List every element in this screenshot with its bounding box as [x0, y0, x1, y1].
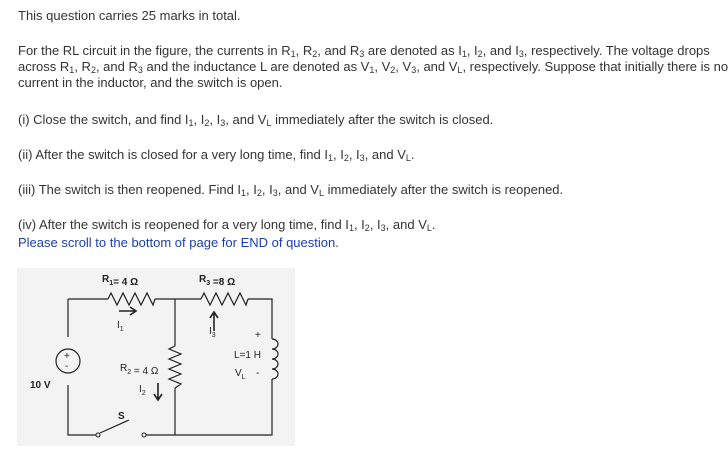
- inductor-minus: -: [256, 368, 260, 379]
- part-i: (i) Close the switch, and find $I_1$, $I_2$, $I_3$, and $V_L$ immediately after the switch is closed.: [18, 112, 494, 128]
- switch-contact-left: [96, 433, 100, 437]
- r3-label: $R_3 =8$ Ω: [199, 274, 236, 288]
- r3-resistor: [201, 293, 248, 305]
- r1-resistor: [108, 293, 155, 305]
- inductor-bottom-wire: [145, 379, 272, 435]
- r2-resistor: [169, 346, 181, 388]
- marks-note: This question carries 25 marks in total.: [18, 8, 241, 23]
- r1-label: $R_1= 4$ Ω: [102, 274, 139, 288]
- part-iii: (iii) The switch is then reopened. Find $I_1$, $I_2$, $I_3$, and $V_L$ immediately after the switch is reopened.: [18, 182, 564, 198]
- inductor-coil: [272, 339, 278, 379]
- battery-minus: -: [65, 361, 69, 372]
- r2-label: $R_2 = 4$ Ω: [120, 363, 159, 377]
- inductor-label: L=1 H: [234, 350, 261, 361]
- vl-label: $V_L$: [235, 368, 246, 381]
- problem-statement: [18, 43, 728, 91]
- left-wire: [68, 299, 98, 435]
- circuit-figure: [17, 268, 295, 446]
- i2-label: $I_2$: [139, 384, 146, 397]
- switch-contact-right: [142, 433, 146, 437]
- i1-label: $I_1$: [117, 320, 124, 333]
- inductor-plus: +: [255, 330, 261, 341]
- scroll-note: Please scroll to the bottom of page for END of question.: [18, 235, 339, 250]
- part-ii: (ii) After the switch is closed for a very long time, find $I_1$, $I_2$, $I_3$, and $V_L$.: [18, 147, 415, 163]
- part-iv: (iv) After the switch is reopened for a very long time, find $I_1$, $I_2$, $I_3$, and $V_L$.: [18, 217, 436, 233]
- i1-arrow: [119, 307, 136, 315]
- battery-label: 10 V: [30, 380, 51, 391]
- top-wire: [68, 299, 272, 339]
- battery-plus: +: [64, 351, 70, 362]
- i3-label: $I_3$: [209, 326, 216, 339]
- problem-line-2: across $R_1$, $R_2$, and $R_3$ and the inductance L are denoted as $V_1$, $V_2$, $V_3$, and $V_L$, respectively. Suppose that initially there is no: [18, 59, 728, 75]
- problem-line-1: For the RL circuit in the figure, the currents in $R_1$, $R_2$, and $R_3$ are denoted as $I_1$, $I_2$, and $I_3$, respectively. The voltage drops: [18, 43, 710, 59]
- problem-line-3: current in the inductor, and the switch is open.: [18, 75, 283, 90]
- circuit-diagram: [17, 268, 295, 446]
- switch-label: S: [118, 411, 125, 422]
- i2-arrow: [154, 383, 162, 400]
